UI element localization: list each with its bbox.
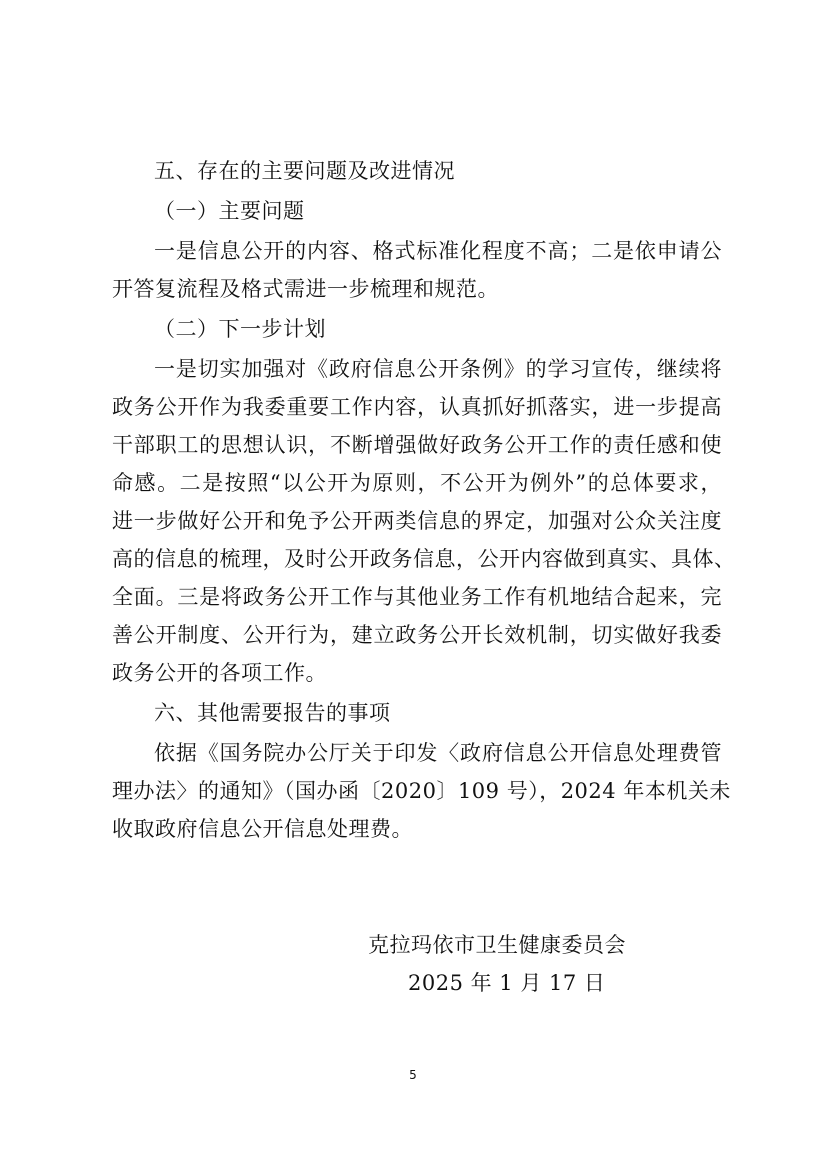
section6-line-1: 依据《国务院办公厅关于印发〈政府信息公开信息处理费管 xyxy=(154,741,722,765)
section5-sub1-line-2: 开答复流程及格式需进一步梳理和规范。 xyxy=(112,277,499,301)
section5-sub2-line-7: 全面。三是将政务公开工作与其他业务工作有机地结合起来，完 xyxy=(112,585,722,609)
section5-sub2-title: （二）下一步计划 xyxy=(154,317,326,341)
section5-sub2-line-2: 政务公开作为我委重要工作内容，认真抓好抓落实，进一步提高 xyxy=(112,395,722,419)
section5-sub2-line-1: 一是切实加强对《政府信息公开条例》的学习宣传，继续将 xyxy=(154,357,722,381)
section5-sub2-line-3: 干部职工的思想认识，不断增强做好政务公开工作的责任感和使 xyxy=(112,433,722,457)
section6-line-3: 收取政府信息公开信息处理费。 xyxy=(112,817,413,841)
page-number: 5 xyxy=(409,1068,417,1082)
section6-line-2: 理办法〉的通知》（国办函〔2020〕109 号），2024 年本机关未 xyxy=(112,779,731,803)
section5-sub2-line-5: 进一步做好公开和免予公开两类信息的界定，加强对公众关注度 xyxy=(112,509,722,533)
section5-sub1-line-1: 一是信息公开的内容、格式标准化程度不高；二是依申请公 xyxy=(154,239,722,263)
section5-sub1-title: （一）主要问题 xyxy=(154,199,305,223)
section5-sub2-line-4: 命感。二是按照“以公开为原则，不公开为例外”的总体要求， xyxy=(112,471,722,495)
section5-sub2-line-8: 善公开制度、公开行为，建立政务公开长效机制，切实做好我委 xyxy=(112,623,722,647)
signature-date: 2025 年 1 月 17 日 xyxy=(408,971,606,995)
section5-sub2-line-6: 高的信息的梳理，及时公开政务信息，公开内容做到真实、具体、 xyxy=(112,547,736,571)
signature-organization: 克拉玛依市卫生健康委员会 xyxy=(368,933,626,957)
section5-heading: 五、存在的主要问题及改进情况 xyxy=(154,159,455,183)
section5-sub2-line-9: 政务公开的各项工作。 xyxy=(112,661,327,685)
section6-heading: 六、其他需要报告的事项 xyxy=(154,701,391,725)
